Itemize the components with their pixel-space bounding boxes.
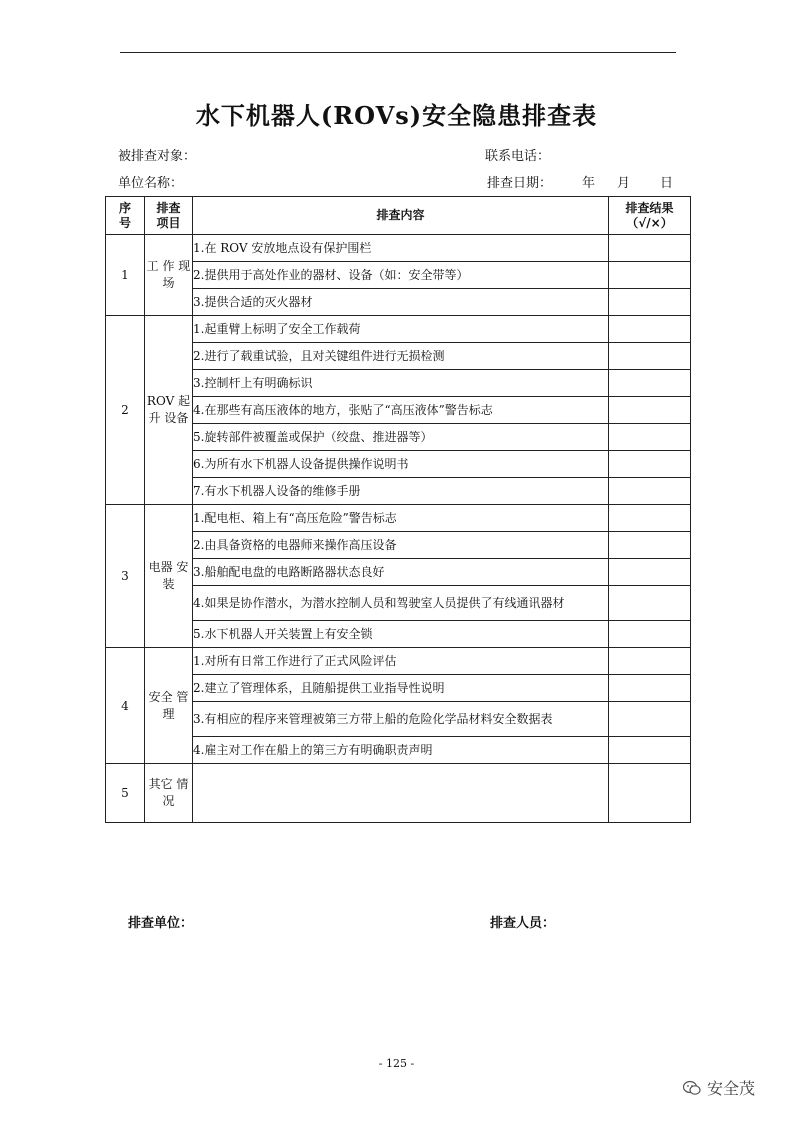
row-content: 1.起重臂上标明了安全工作载荷 [193,316,609,343]
table-row [106,621,691,648]
watermark-text: 安全茂 [707,1079,756,1098]
table-row [106,764,691,823]
table-row [106,648,691,675]
result-cell[interactable] [609,586,691,621]
inspection-date-label: 排查日期： [487,176,553,191]
table-row [106,532,691,559]
row-item: 电器 安装 [145,505,193,648]
watermark [683,1076,755,1099]
table-row [106,478,691,505]
row-item: 安全 管理 [145,648,193,764]
table-row [106,559,691,586]
date-month: 月 [617,176,631,191]
result-cell[interactable] [609,424,691,451]
result-cell[interactable] [609,648,691,675]
row-index: 5 [106,764,145,823]
table-row [106,235,691,262]
page-number: - 125 - [378,1057,415,1070]
inspected-object-label: 被排查对象： [118,149,197,164]
top-rule [120,52,676,53]
table-row [106,737,691,764]
result-cell[interactable] [609,262,691,289]
table-header-row [106,197,691,235]
row-content: 4.在那些有高压液体的地方，张贴了“高压液体”警告标志 [193,397,609,424]
row-content: 2.由具备资格的电器师来操作高压设备 [193,532,609,559]
table-row [106,397,691,424]
result-cell[interactable] [609,559,691,586]
row-content: 3.控制杆上有明确标识 [193,370,609,397]
wechat-icon [683,1080,701,1096]
row-content: 3.有相应的程序来管理被第三方带上船的危险化学品材料安全数据表 [193,702,609,737]
row-item: ROV 起 升 设备 [145,316,193,505]
table-row [106,262,691,289]
result-cell[interactable] [609,621,691,648]
unit-name-label: 单位名称： [118,176,184,191]
row-content: 1.在 ROV 安放地点设有保护围栏 [193,235,609,262]
result-cell[interactable] [609,451,691,478]
row-content: 1.配电柜、箱上有“高压危险”警告标志 [193,505,609,532]
row-content: 4.雇主对工作在船上的第三方有明确职责声明 [193,737,609,764]
row-item: 工 作 现场 [145,235,193,316]
row-content: 5.水下机器人开关装置上有安全锁 [193,621,609,648]
row-index: 1 [106,235,145,316]
table-row [106,586,691,621]
result-cell[interactable] [609,675,691,702]
table-row [106,505,691,532]
row-content: 1.对所有日常工作进行了正式风险评估 [193,648,609,675]
result-cell[interactable] [609,397,691,424]
result-cell[interactable] [609,532,691,559]
row-index: 3 [106,505,145,648]
contact-phone-label: 联系电话： [485,149,551,164]
header-result-sub: （√/×） [626,215,673,230]
header-index: 序号 [106,197,145,235]
page-title: 水下机器人(ROVs)安全隐患排查表 [195,101,598,130]
table-row [106,424,691,451]
result-cell[interactable] [609,235,691,262]
result-cell[interactable] [609,370,691,397]
table-row [106,289,691,316]
table-row [106,451,691,478]
footer-person-label: 排查人员： [490,916,556,931]
row-item: 其它 情况 [145,764,193,823]
date-day: 日 [660,176,674,191]
header-result-title: 排查结果 [625,200,674,215]
result-cell[interactable] [609,343,691,370]
result-cell[interactable] [609,737,691,764]
result-cell[interactable] [609,702,691,737]
row-index: 2 [106,316,145,505]
table-row [106,675,691,702]
result-cell[interactable] [609,764,691,823]
row-content: 3.提供合适的灭火器材 [193,289,609,316]
row-content: 2.提供用于高处作业的器材、设备（如：安全带等） [193,262,609,289]
row-content: 2.进行了载重试验，且对关键组件进行无损检测 [193,343,609,370]
table-row [106,370,691,397]
result-cell[interactable] [609,316,691,343]
result-cell[interactable] [609,505,691,532]
row-content: 7.有水下机器人设备的维修手册 [193,478,609,505]
inspection-date [487,172,673,191]
row-content: 3.船舶配电盘的电路断路器状态良好 [193,559,609,586]
header-content: 排查内容 [193,197,609,235]
row-content: 5.旋转部件被覆盖或保护（绞盘、推进器等） [193,424,609,451]
table-row [106,702,691,737]
footer-unit-label: 排查单位： [128,916,194,931]
table-row [106,316,691,343]
table-row [106,343,691,370]
result-cell[interactable] [609,478,691,505]
header-result [609,197,691,235]
result-cell[interactable] [609,289,691,316]
row-content: 6.为所有水下机器人设备提供操作说明书 [193,451,609,478]
inspection-table [105,196,691,823]
date-year: 年 [582,176,596,191]
header-item: 排查项目 [145,197,193,235]
row-index: 4 [106,648,145,764]
row-content: 2.建立了管理体系，且随船提供工业指导性说明 [193,675,609,702]
row-content [193,764,609,823]
row-content: 4.如果是协作潜水，为潜水控制人员和驾驶室人员提供了有线通讯器材 [193,586,609,621]
